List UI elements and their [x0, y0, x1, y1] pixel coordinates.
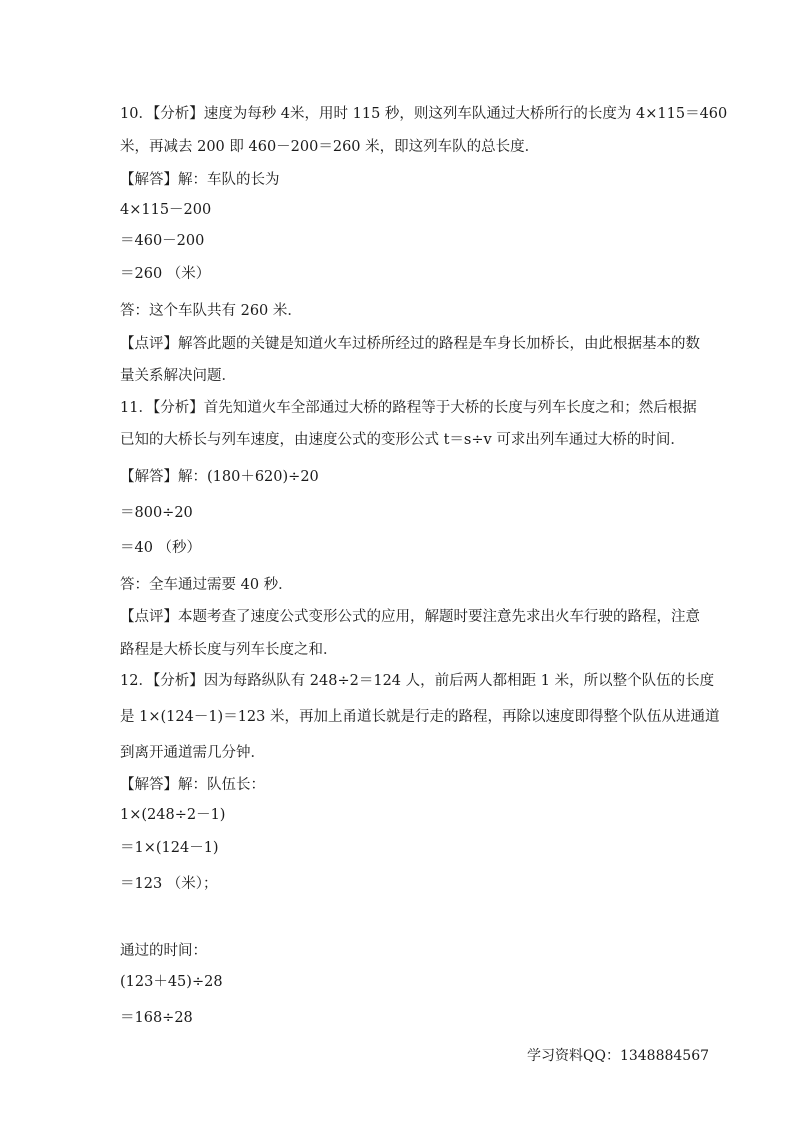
text-line: 【解答】解：车队的长为	[120, 172, 280, 188]
text-line: ＝260 （米）	[120, 266, 211, 282]
text-line: 1×(248÷2－1)	[120, 807, 226, 823]
text-line: ＝168÷28	[120, 1010, 193, 1026]
text-line: ＝40 （秒）	[120, 540, 202, 556]
text-line: ＝1×(124－1)	[120, 840, 219, 856]
text-line: 11．【分析】首先知道火车全部通过大桥的路程等于大桥的长度与列车长度之和；然后根据	[120, 400, 697, 416]
text-line: ＝800÷20	[120, 505, 193, 521]
text-line: 路程是大桥长度与列车长度之和．	[120, 642, 338, 658]
text-line: 答：全车通过需要 40 秒．	[120, 577, 293, 593]
text-line: ＝460－200	[120, 233, 205, 249]
text-line: 4×115－200	[120, 202, 212, 218]
text-line: 是 1×(124－1)＝123 米，再加上甬道长就是行走的路程，再除以速度即得整个队伍从进通道	[120, 709, 720, 725]
text-line: 【点评】解答此题的关键是知道火车过桥所经过的路程是车身长加桥长，由此根据基本的数	[120, 336, 700, 352]
text-line: 【解答】解：(180＋620)÷20	[120, 469, 319, 485]
text-line: 10．【分析】速度为每秒 4米，用时 115 秒，则这列车队通过大桥所行的长度为 4×115＝460	[120, 106, 728, 122]
text-line: 答：这个车队共有 260 米．	[120, 303, 302, 319]
text-line: 通过的时间：	[120, 943, 207, 959]
text-line: 【解答】解：队伍长：	[120, 777, 265, 793]
text-line: 到离开通道需几分钟．	[120, 745, 265, 761]
text-line: 已知的大桥长与列车速度，由速度公式的变形公式 t＝s÷v 可求出列车通过大桥的时间．	[120, 432, 685, 448]
text-line: 12．【分析】因为每路纵队有 248÷2＝124 人，前后两人都相距 1 米，所以整个队伍的长度	[120, 673, 715, 689]
text-line: ＝123 （米）；	[120, 876, 218, 892]
page-footer: 学习资料QQ：1348884567	[527, 1048, 710, 1064]
text-line: (123＋45)÷28	[120, 974, 223, 990]
text-line: 量关系解决问题．	[120, 368, 236, 384]
text-line: 米，再减去 200 即 460－200＝260 米，即这列车队的总长度．	[120, 139, 540, 155]
text-line: 【点评】本题考查了速度公式变形公式的应用，解题时要注意先求出火车行驶的路程，注意	[120, 609, 700, 625]
